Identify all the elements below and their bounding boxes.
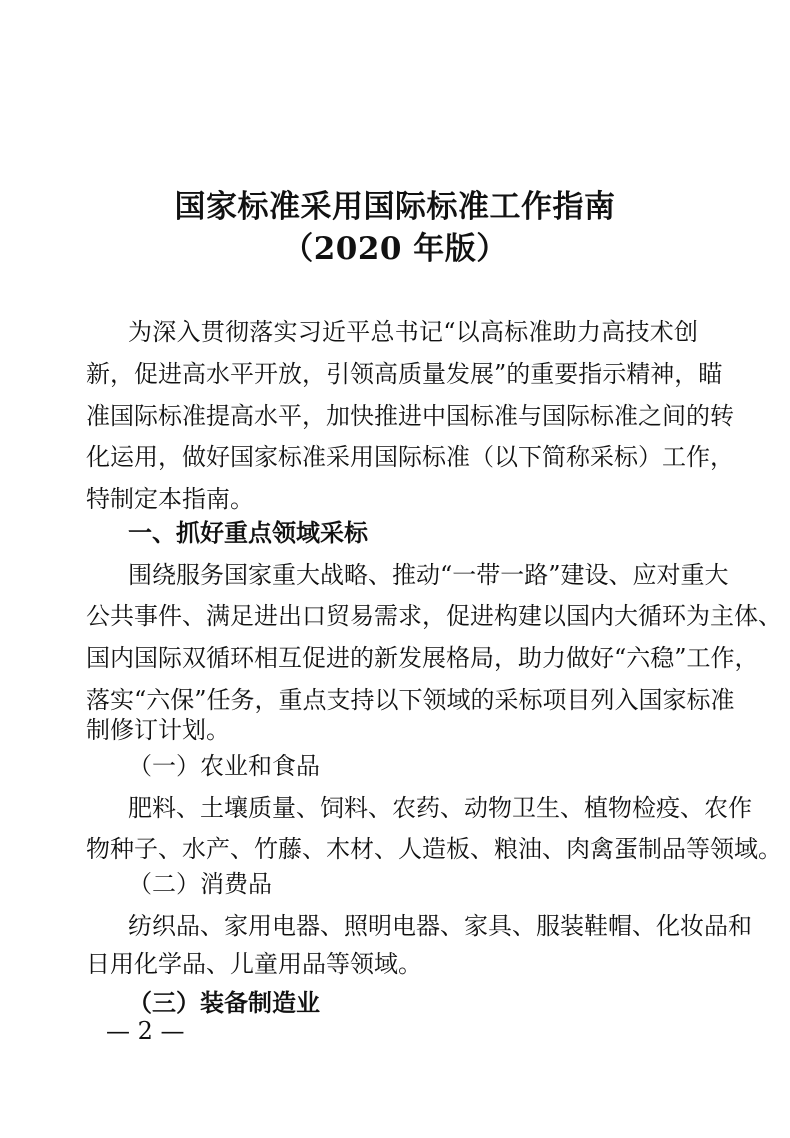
- paragraph-line: 准国际标准提高水平，加快推进中国标准与国际标准之间的转: [86, 402, 734, 430]
- subsection-heading: （二）消费品: [128, 870, 272, 898]
- paragraph-line: 公共事件、满足进出口贸易需求，促进构建以国内大循环为主体、: [86, 602, 782, 630]
- section-heading: 一、抓好重点领域采标: [128, 518, 368, 547]
- paragraph-line: 新，促进高水平开放，引领高质量发展”的重要指示精神，瞄: [86, 360, 723, 388]
- paragraph-line: 特制定本指南。: [86, 485, 254, 513]
- paragraph-line: 落实“六保”任务，重点支持以下领域的采标项目列入国家标准: [86, 686, 735, 714]
- paragraph-line: 化运用，做好国家标准采用国际标准（以下简称采标）工作，: [86, 443, 734, 471]
- subsection-heading: （三）装备制造业: [128, 988, 320, 1017]
- document-title: 国家标准采用国际标准工作指南: [174, 189, 616, 225]
- paragraph-line: 围绕服务国家重大战略、推动“一带一路”建设、应对重大: [128, 561, 729, 589]
- subsection-heading: （一）农业和食品: [128, 752, 320, 780]
- paragraph-line: 肥料、土壤质量、饲料、农药、动物卫生、植物检疫、农作: [128, 794, 752, 822]
- document-subtitle: （2020 年版）: [282, 231, 508, 267]
- paragraph-line: 物种子、水产、竹藤、木材、人造板、粮油、肉禽蛋制品等领域。: [86, 835, 782, 863]
- paragraph-line: 日用化学品、儿童用品等领域。: [86, 950, 422, 978]
- paragraph-line: 为深入贯彻落实习近平总书记“以高标准助力高技术创: [128, 318, 698, 346]
- paragraph-line: 国内国际双循环相互促进的新发展格局，助力做好“六稳”工作，: [86, 644, 759, 672]
- paragraph-line: 纺织品、家用电器、照明电器、家具、服装鞋帽、化妆品和: [128, 912, 752, 940]
- page-number: — 2 —: [106, 1017, 185, 1045]
- paragraph-line: 制修订计划。: [86, 716, 230, 744]
